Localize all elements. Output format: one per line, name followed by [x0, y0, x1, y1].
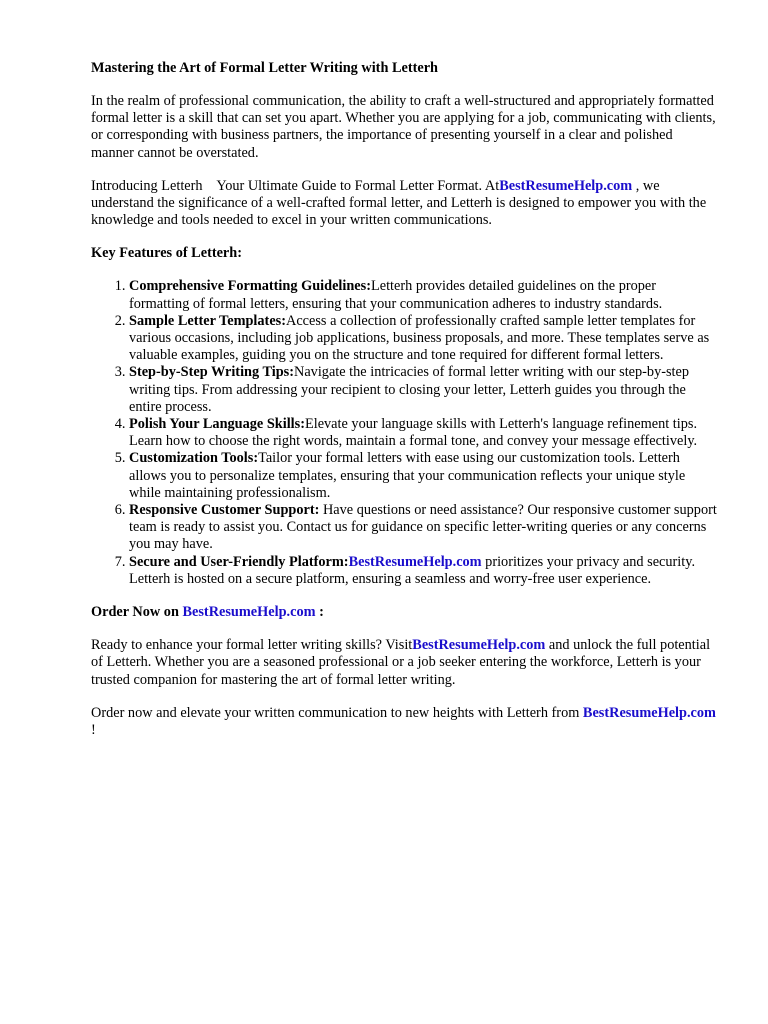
feature-text: Access a collection of professionally crafted sample letter templates for various occasions, including job applications, business proposals, and more. These templates serve as valuable examples, guiding you on the structure and tone required for different formal letters. — [129, 312, 710, 364]
order-heading — [91, 604, 718, 621]
bestresumehelp-link[interactable]: BestResumeHelp.com — [499, 177, 633, 194]
feature-item — [129, 502, 718, 554]
order-heading-text: Order Now on — [91, 604, 183, 621]
bestresumehelp-link[interactable]: BestResumeHelp.com — [182, 604, 316, 621]
feature-label: Secure and User-Friendly Platform: — [129, 553, 349, 570]
feature-item — [129, 278, 718, 312]
feature-text: Tailor your formal letters with ease using our customization tools. Letterh allows you to personalize templates, ensuring that your communication reflects your unique style while maintaining professionalism. — [129, 450, 686, 501]
bestresumehelp-link[interactable]: BestResumeHelp.com — [348, 553, 482, 570]
feature-text: Navigate the intricacies of formal letter writing with our step-by-step writing tips. From addressing your recipient to closing your letter, Letterh guides you through the entire process. — [129, 364, 690, 415]
introducing-text: Introducing Letterh Your Ultimate Guide to Formal Letter Format. At — [91, 177, 500, 194]
features-heading: Key Features of Letterh: — [91, 245, 242, 262]
document-title: Mastering the Art of Formal Letter Writing with Letterh — [91, 60, 439, 76]
feature-text: Have questions or need assistance? Our responsive customer support team is ready to assist you. Contact us for guidance on specific letter-writing queries or any concerns you may have. — [129, 502, 717, 553]
feature-text: Letterh provides detailed guidelines on the proper formatting of formal letters, ensuring that your communication adheres to industry standards. — [129, 278, 663, 312]
feature-label: Responsive Customer Support: — [129, 502, 320, 519]
order-text: Ready to enhance your formal letter writing skills? Visit — [91, 637, 413, 654]
order-paragraph — [91, 637, 718, 689]
introducing-text-after: , we understand the significance of a well-crafted formal letter, and Letterh is designed to empower you with the knowledge and tools needed to excel in your written communications. — [91, 177, 707, 229]
feature-label: Step-by-Step Writing Tips: — [129, 364, 294, 381]
order-text-after: and unlock the full potential of Letterh. Whether you are a seasoned professional or a job seeker entering the workforce, Letterh is your trusted companion for mastering the art of formal letter writing. — [91, 637, 711, 688]
features-list — [91, 278, 718, 588]
introducing-paragraph — [91, 178, 718, 230]
feature-item — [129, 313, 718, 365]
feature-item — [129, 450, 718, 502]
closing-paragraph — [91, 705, 718, 739]
feature-item — [129, 364, 718, 416]
feature-item — [129, 416, 718, 450]
intro-paragraph: In the realm of professional communication, the ability to craft a well-structured and appropriately formatted formal letter is a skill that can set you apart. Whether you are applying for a job, communicating with clients, or corresponding with business partners, the importance of presenting yourself in a clear and polished manner cannot be overstated. — [91, 93, 716, 161]
order-heading-suffix: : — [315, 604, 324, 621]
bestresumehelp-link[interactable]: BestResumeHelp.com — [582, 704, 716, 721]
feature-item — [129, 554, 718, 588]
feature-text: Elevate your language skills with Letterh's language refinement tips. Learn how to choose the right words, maintain a formal tone, and convey your message effectively. — [129, 416, 698, 450]
closing-text: Order now and elevate your written communication to new heights with Letterh from — [91, 704, 583, 721]
feature-text: prioritizes your privacy and security. Letterh is hosted on a secure platform, ensuring a seamless and worry-free user experience. — [129, 553, 696, 587]
bestresumehelp-link[interactable]: BestResumeHelp.com — [412, 637, 546, 654]
feature-label: Sample Letter Templates: — [129, 312, 286, 329]
feature-label: Comprehensive Formatting Guidelines: — [129, 278, 371, 295]
feature-label: Customization Tools: — [129, 450, 259, 467]
feature-label: Polish Your Language Skills: — [129, 416, 305, 433]
closing-text-after: ! — [91, 722, 96, 739]
